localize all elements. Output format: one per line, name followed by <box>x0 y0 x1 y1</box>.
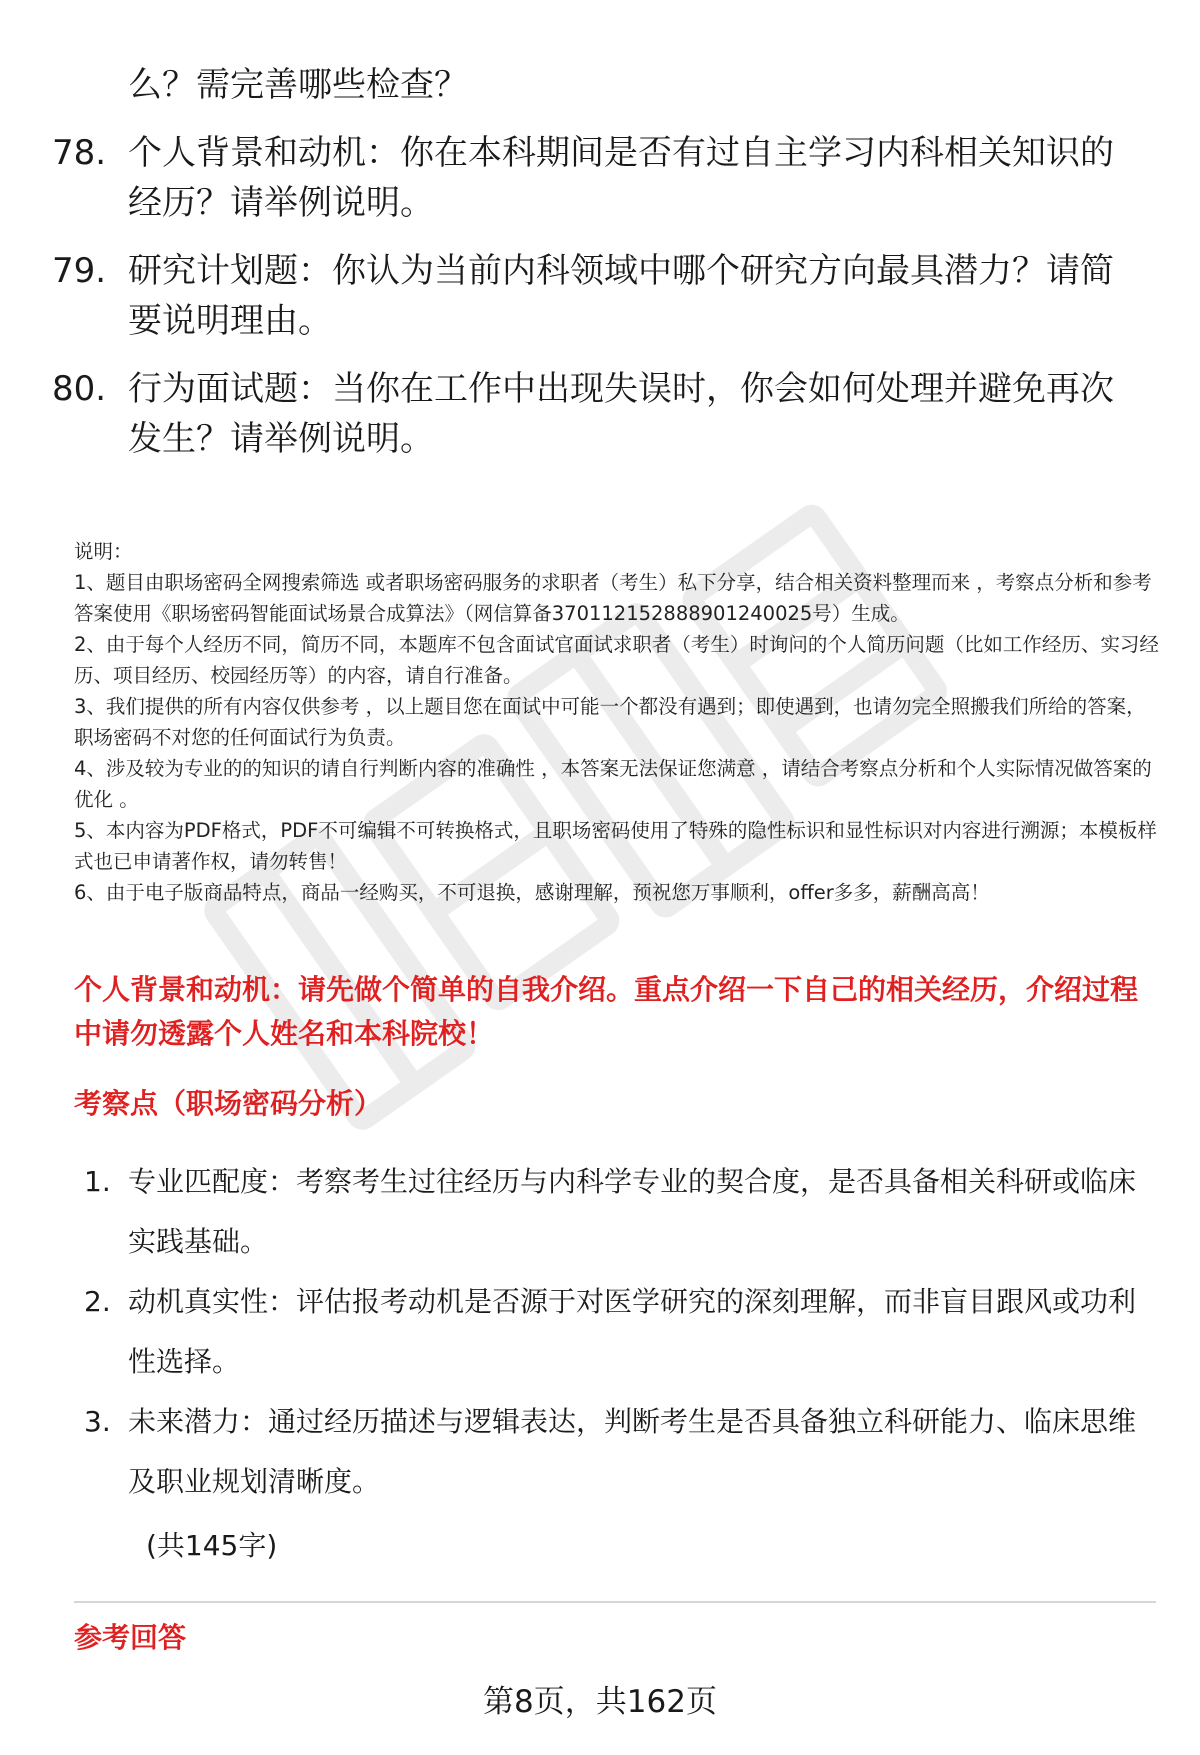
char-count: (共145字) <box>146 1529 278 1562</box>
point-number: 1. <box>84 1165 111 1198</box>
note-item: 3、我们提供的所有内容仅供参考 ，以上题目您在面试中可能一个都没有遇到；即使遇到，也请勿完全照搬我们所给的答案，职场密码不对您的任何面试行为负责。 <box>74 695 1146 749</box>
question-text: 研究计划题：你认为当前内科领域中哪个研究方向最具潜力？请简要说明理由。 <box>128 251 1114 341</box>
point-number: 3. <box>84 1405 111 1438</box>
note-item: 2、由于每个人经历不同，简历不同，本题库不包含面试官面试求职者（考生）时询问的个人简历问题（比如工作经历、实习经历、项目经历、校园经历等）的内容，请自行准备。 <box>74 633 1159 687</box>
point-text: 专业匹配度：考察考生过往经历与内科学专业的契合度，是否具备相关科研或临床实践基础。 <box>128 1165 1137 1258</box>
page-footer: 第8页，共162页 <box>483 1684 717 1720</box>
question-number: 78. <box>52 133 107 173</box>
answer-heading: 参考回答 <box>74 1621 187 1654</box>
question-item <box>52 364 1142 464</box>
analysis-point <box>84 1392 1154 1512</box>
question-continuation: 么？需完善哪些检查？ <box>128 65 468 105</box>
section-divider <box>74 1601 1156 1603</box>
point-text: 未来潜力：通过经历描述与逻辑表达，判断考生是否具备独立科研能力、临床思维及职业规划清晰度。 <box>128 1405 1137 1498</box>
note-item: 6、由于电子版商品特点，商品一经购买，不可退换，感谢理解，预祝您万事顺利，offer多多，薪酬高高！ <box>74 881 990 904</box>
analysis-heading: 考察点（职场密码分析） <box>74 1087 383 1120</box>
note-item: 4、涉及较为专业的的知识的请自行判断内容的准确性 ，本答案无法保证您满意 ，请结合考察点分析和个人实际情况做答案的优化 。 <box>74 757 1152 811</box>
notes-section <box>74 536 1164 908</box>
question-item <box>52 128 1142 228</box>
question-text: 行为面试题：当你在工作中出现失误时，你会如何处理并避免再次发生？请举例说明。 <box>128 369 1114 459</box>
note-item: 1、题目由职场密码全网搜索筛选 或者职场密码服务的求职者（考生）私下分享，结合相关资料整理而来 ，考察点分析和参考答案使用《职场密码智能面试场景合成算法》（网信算备370112152888901240025号）生成。 <box>74 571 1152 625</box>
analysis-point <box>84 1272 1154 1392</box>
question-text: 个人背景和动机：你在本科期间是否有过自主学习内科相关知识的经历？请举例说明。 <box>128 133 1114 223</box>
analysis-point <box>84 1152 1154 1272</box>
point-number: 2. <box>84 1285 111 1318</box>
question-number: 80. <box>52 369 107 409</box>
notes-title: 说明： <box>74 540 133 563</box>
featured-question: 个人背景和动机：请先做个简单的自我介绍。重点介绍一下自己的相关经历，介绍过程中请勿透露个人姓名和本科院校！ <box>74 973 1139 1050</box>
note-item: 5、本内容为PDF格式，PDF不可编辑不可转换格式，且职场密码使用了特殊的隐性标识和显性标识对内容进行溯源；本模板样式也已申请著作权，请勿转售！ <box>74 819 1157 873</box>
question-number: 79. <box>52 251 107 291</box>
point-text: 动机真实性：评估报考动机是否源于对医学研究的深刻理解，而非盲目跟风或功利性选择。 <box>128 1285 1137 1378</box>
question-item <box>52 246 1142 346</box>
